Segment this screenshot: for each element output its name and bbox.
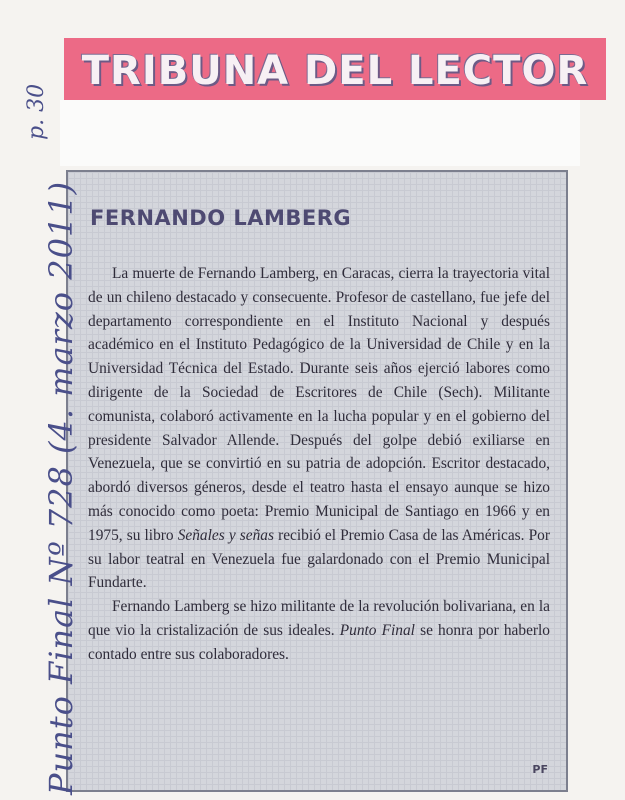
paragraph-text: recibió el Premio Casa de las Américas. Por su labor teatral en Venezuela fue galardonado con el Premio Municipal Fundarte. xyxy=(88,526,550,592)
section-header-title: TRIBUNA DEL LECTOR xyxy=(81,48,589,94)
article-box xyxy=(66,170,568,792)
blank-area xyxy=(60,100,580,166)
publication-name: Punto Final xyxy=(339,621,415,639)
handwritten-source-note: Punto Final Nº 728 (4. marzo 2011) xyxy=(42,180,80,795)
article-paragraph-1 xyxy=(88,262,550,595)
article-body xyxy=(88,262,550,667)
book-title: Señales y señas xyxy=(177,526,274,544)
section-header-banner xyxy=(64,38,606,100)
paragraph-text: se honra por haberlo contado entre sus colaboradores. xyxy=(88,621,551,663)
paragraph-text: Fernando Lamberg se hizo militante de la revolución bolivariana, en la que vio la cristalización de sus ideales. xyxy=(88,598,550,639)
article-signature: PF xyxy=(532,763,548,776)
paragraph-text: La muerte de Fernando Lamberg, en Caracas, cierra la trayectoria vital de un chileno destacado y consecuente. Profesor de castellano, fue jefe del departamento correspondiente en el Instituto Nacional y después académico en el Instituto Pedagógico de la Universidad de Chile y en la Universidad Técnica del Estado. Durante seis años ejerció labores como dirigente de la Sociedad de Escritores de Chile (Sech). Militante comunista, colaboró activamente en la lucha popular y en el gobierno del presidente Salvador Allende. Después del golpe debió exiliarse en Venezuela, que se convirtió en su patria de adopción. Escritor destacado, abordó diversos géneros, desde el teatro hasta el ensayo aunque se hizo más conocido como poeta: Premio Municipal de Santiago en 1966 y en 1975, su libro xyxy=(88,265,550,544)
handwritten-page-ref: p. 30 xyxy=(24,83,49,140)
article-title: FERNANDO LAMBERG xyxy=(90,206,352,230)
article-paragraph-2 xyxy=(88,595,550,666)
